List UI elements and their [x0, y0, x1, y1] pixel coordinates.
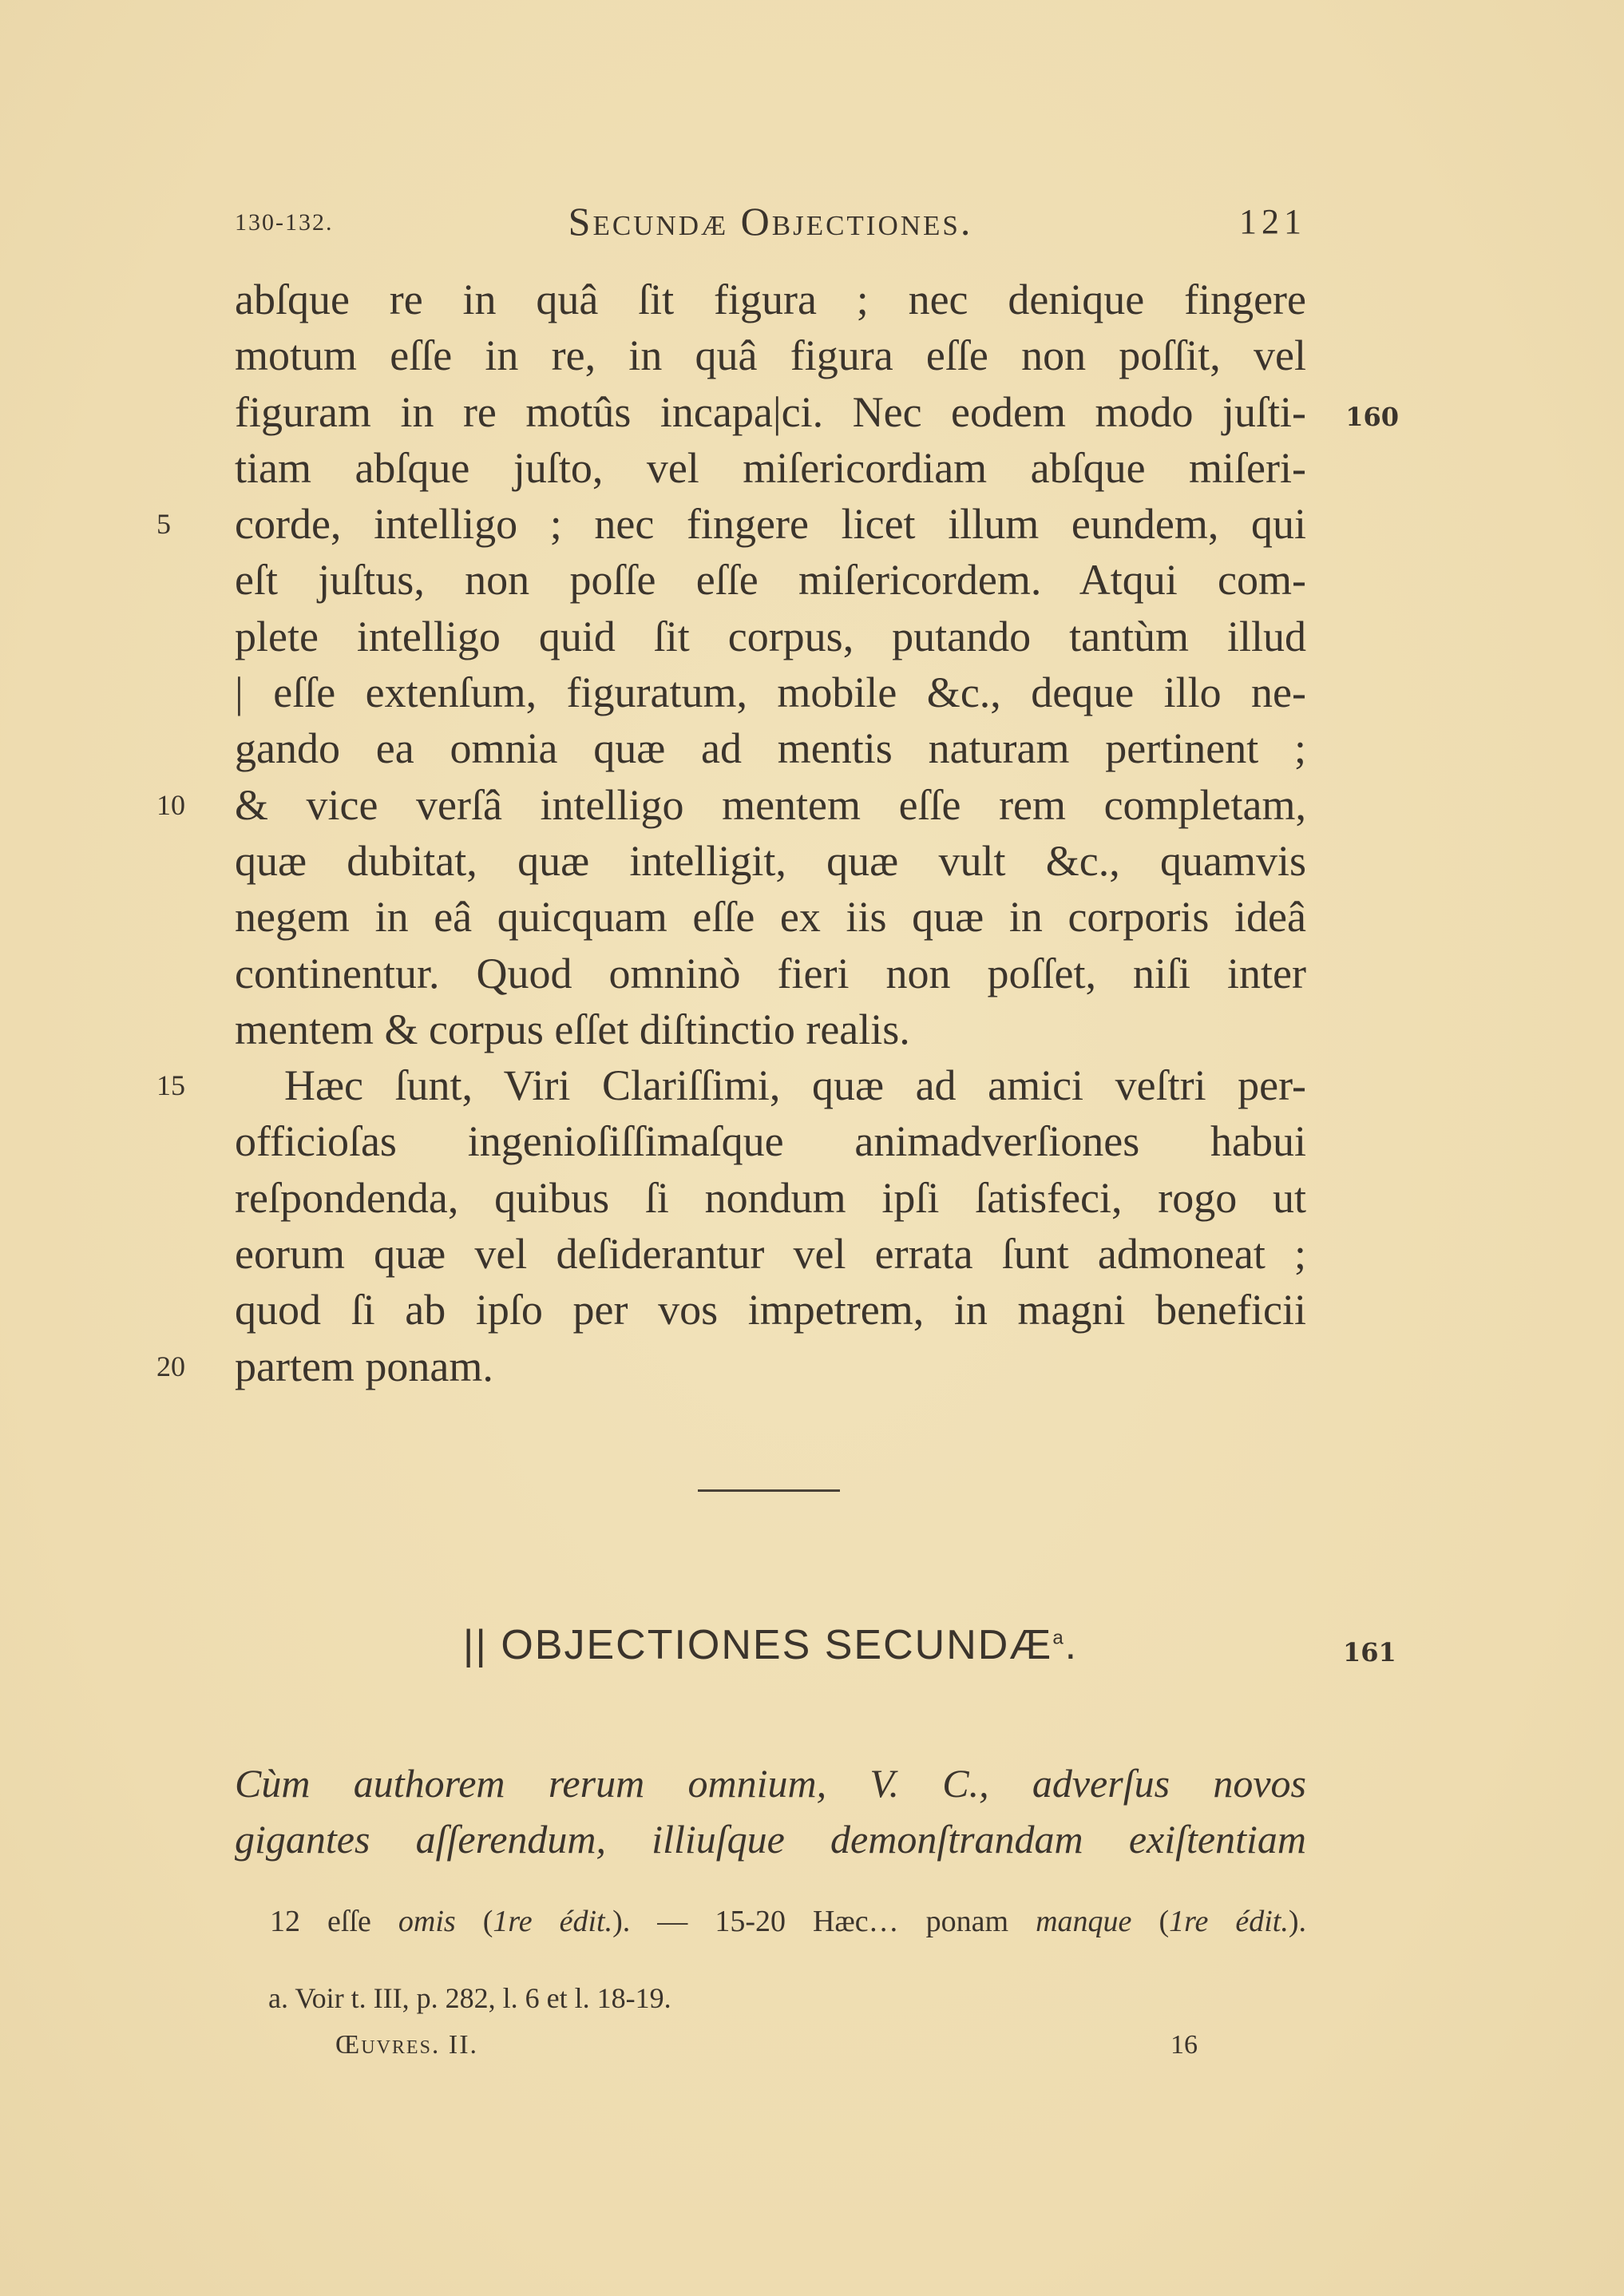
line-text: reſpondenda, quibus ſi nondum ipſi ſatisfeci, rogo ut — [235, 1173, 1306, 1222]
line-text: tiam abſque juſto, vel miſericordiam abſque miſeri- — [235, 443, 1306, 492]
italic-text — [235, 1755, 1306, 1867]
text-line — [156, 496, 1306, 552]
line-text: partem ponam. — [235, 1342, 493, 1390]
fn-italic: 1re édit. — [493, 1905, 613, 1938]
text-line — [235, 272, 1306, 327]
footnote-variants — [270, 1904, 1306, 1939]
fn-part: ( — [1131, 1905, 1170, 1938]
text-line — [235, 664, 1306, 720]
section-heading — [235, 1621, 1306, 1669]
line-text: figuram in re motûs incapa|ci. Nec eodem modo juſti- — [235, 387, 1306, 436]
text-line — [235, 1282, 1306, 1338]
section-heading-end: . — [1064, 1622, 1079, 1668]
line-text: negem in eâ quicquam eſſe ex iis quæ in corporis ideâ — [235, 893, 1306, 942]
section-heading-text: || OBJECTIONES SECUNDÆ — [462, 1622, 1053, 1668]
signature-line — [335, 2030, 1198, 2065]
fn-part: 12 eſſe — [270, 1905, 398, 1938]
line-text: mentem & corpus eſſet diſtinctio realis. — [235, 1005, 910, 1053]
fn-italic: omis — [398, 1905, 456, 1938]
signature-title: Œuvres. II. — [335, 2030, 479, 2060]
page-range: 130-132. — [235, 209, 334, 236]
line-text: quæ dubitat, quæ intelligit, quæ vult &c., quamvis — [235, 836, 1306, 885]
text-line — [235, 946, 1306, 1001]
fn-part: ( — [455, 1905, 493, 1938]
text-line — [235, 327, 1306, 383]
text-line — [235, 1001, 1306, 1057]
page-number: 121 — [1239, 202, 1306, 241]
line-text: & vice verſâ intelligo mentem eſſe rem completam, — [235, 780, 1306, 829]
signature-number: 16 — [1170, 2030, 1198, 2060]
line-text: abſque re in quâ ſit figura ; nec denique fingere — [235, 276, 1306, 323]
fn-italic: 1re édit. — [1169, 1905, 1289, 1938]
line-text: quod ſi ab ipſo per vos impetrem, in magni beneficii — [235, 1286, 1306, 1334]
italic-line: gigantes aſſerendum, illiuſque demonſtrandam exiſtentiam — [235, 1817, 1306, 1862]
running-head — [235, 198, 1306, 246]
line-text: plete intelligo quid ſit corpus, putando tantùm illud — [235, 612, 1306, 660]
text-line — [235, 384, 1399, 440]
fn-part: ). — [1288, 1905, 1307, 1938]
text-line — [235, 1113, 1306, 1169]
line-number: 5 — [156, 508, 171, 541]
line-text: | eſſe extenſum, figuratum, mobile &c., deque illo ne- — [235, 668, 1306, 717]
line-text: continentur. Quod omninò fieri non poſſet, niſi inter — [235, 949, 1306, 997]
line-text: gando ea omnia quæ ad mentis naturam pertinent ; — [235, 724, 1306, 773]
line-text: officioſas ingenioſiſſimaſque animadverſiones habui — [235, 1117, 1306, 1166]
italic-line: Cùm authorem rerum omnium, V. C., adverſus novos — [235, 1761, 1306, 1806]
text-line — [156, 1338, 1306, 1394]
margin-page-number: 160 — [1345, 401, 1399, 432]
text-line — [235, 720, 1306, 776]
text-line — [156, 777, 1306, 833]
section-divider — [698, 1489, 840, 1492]
heading-margin-number: 161 — [1343, 1637, 1396, 1667]
text-line — [235, 440, 1306, 496]
footnote-a: a. Voir t. III, p. 282, l. 6 et l. 18-19. — [268, 1982, 671, 2014]
line-text: Hæc ſunt, Viri Clariſſimi, quæ ad amici veſtri per- — [284, 1061, 1306, 1110]
line-text: corde, intelligo ; nec fingere licet illum eundem, qui — [235, 500, 1306, 549]
running-title: Secundæ Objectiones. — [568, 199, 973, 244]
text-line — [156, 1057, 1306, 1113]
line-number: 15 — [156, 1069, 185, 1102]
line-text: motum eſſe in re, in quâ figura eſſe non poſſit, vel — [235, 331, 1306, 380]
body-text — [156, 272, 1399, 1394]
text-line — [235, 889, 1306, 945]
text-line — [235, 833, 1306, 889]
text-line — [235, 552, 1306, 608]
fn-part: ). — 15-20 Hæc… ponam — [612, 1905, 1036, 1938]
text-line — [235, 1226, 1306, 1282]
line-text: eorum quæ vel deſiderantur vel errata ſunt admoneat ; — [235, 1230, 1306, 1279]
line-number: 20 — [156, 1350, 185, 1382]
line-text: eſt juſtus, non poſſe eſſe miſericordem. Atqui com- — [235, 556, 1306, 605]
fn-italic: manque — [1036, 1905, 1132, 1938]
note-ref: a — [1052, 1627, 1065, 1649]
line-number: 10 — [156, 788, 185, 821]
text-line — [235, 1170, 1306, 1226]
text-line — [235, 609, 1306, 664]
